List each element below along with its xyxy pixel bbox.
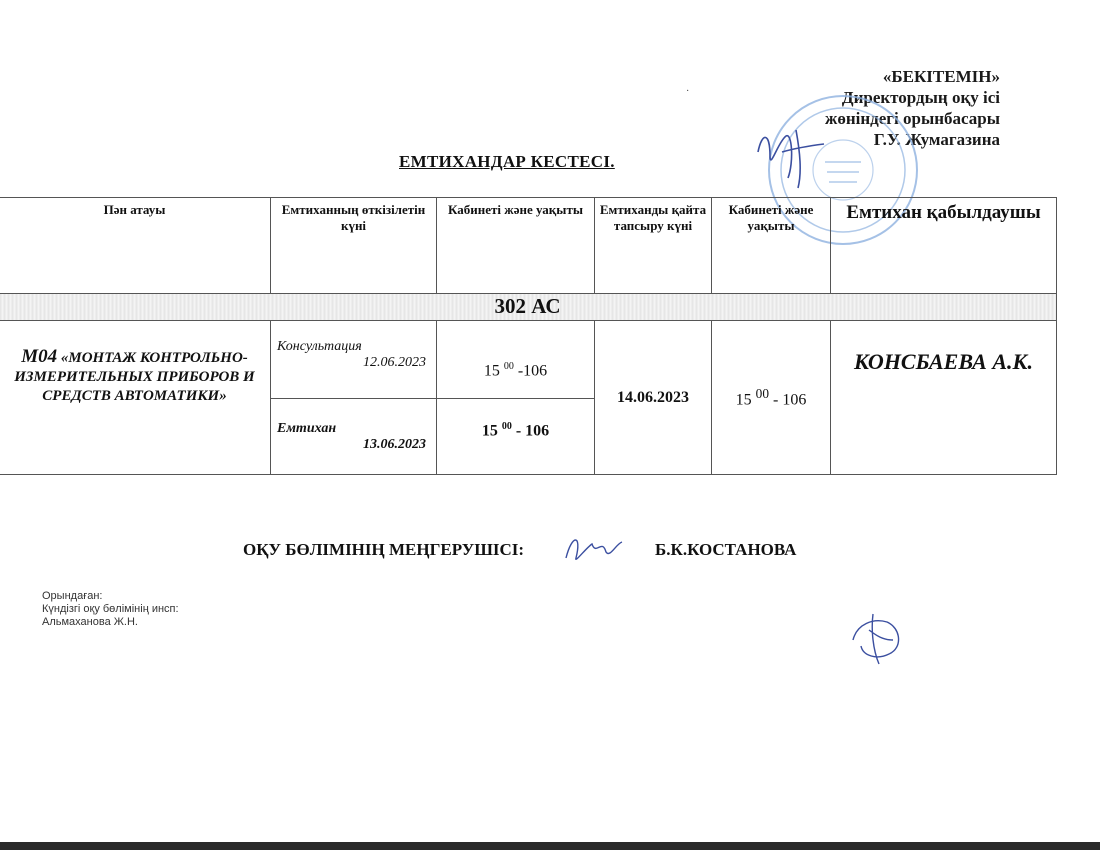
prepared-by-note <box>42 590 179 629</box>
subject-name: «МОНТАЖ КОНТРОЛЬНО-ИЗМЕРИТЕЛЬНЫХ ПРИБОРОВ И СРЕДСТВ АВТОМАТИКИ» <box>14 350 255 404</box>
page-title: ЕМТИХАНДАР КЕСТЕСІ. <box>399 152 615 171</box>
head-signature-icon <box>562 528 626 568</box>
approval-position-line2: жөніндегі орынбасары <box>825 109 1000 128</box>
consultation-date: 12.06.2023 <box>363 355 426 370</box>
approval-position-line1: Директордың оқу ісі <box>841 88 1000 107</box>
director-signature-icon <box>752 122 832 192</box>
exam-hour: 15 <box>481 422 498 440</box>
prepared-by-name: Альмаханова Ж.Н. <box>42 616 138 628</box>
header-examiner: Емтихан қабылдаушы <box>831 198 1057 294</box>
retake-hour: 15 <box>735 391 752 409</box>
approval-title: «БЕКІТЕМІН» <box>882 67 1000 86</box>
consultation-minute: 00 <box>503 361 514 372</box>
exam-cell <box>271 399 437 475</box>
head-of-department-name: Б.К.КОСТАНОВА <box>655 540 797 559</box>
subject-code: М04 <box>21 346 58 367</box>
approval-name: Г.У. Жумагазина <box>873 130 1000 149</box>
examiner-cell: КОНСБАЕВА А.К. <box>831 321 1057 475</box>
consultation-hour: 15 <box>483 362 500 380</box>
scan-speck: · <box>686 86 690 97</box>
exam-date: 13.06.2023 <box>363 437 426 452</box>
subject-cell <box>0 321 271 475</box>
header-retake-date: Емтиханды қайта тапсыру күні <box>595 198 712 294</box>
exam-minute: 00 <box>501 421 512 432</box>
consultation-room-cell <box>437 321 595 399</box>
header-row <box>0 198 1057 294</box>
retake-room: - 106 <box>773 391 807 409</box>
header-room-time-2: Кабинеті және уақыты <box>712 198 831 294</box>
exam-room: - 106 <box>515 422 550 440</box>
retake-minute: 00 <box>755 385 769 401</box>
prepared-by-position: Күндізгі оқу бөлімінің инсп: <box>42 603 179 615</box>
inspector-signature-icon <box>843 610 909 666</box>
exam-room-cell <box>437 399 595 475</box>
exam-label: Емтихан <box>277 421 337 436</box>
retake-date-cell: 14.06.2023 <box>595 321 712 475</box>
consultation-room: -106 <box>517 362 548 380</box>
header-subject: Пән атауы <box>0 198 271 294</box>
consultation-cell <box>271 321 437 399</box>
prepared-by-label: Орындаған: <box>42 590 103 602</box>
table-row <box>0 321 1057 399</box>
header-exam-date: Емтиханның өткізілетін күні <box>271 198 437 294</box>
group-name: 302 АС <box>0 294 1057 321</box>
retake-room-cell <box>712 321 831 475</box>
header-room-time: Кабинеті және уақыты <box>437 198 595 294</box>
exam-schedule-table <box>0 197 1057 475</box>
scan-edge-bar <box>0 842 1100 850</box>
consultation-label: Консультация <box>277 339 362 354</box>
group-row <box>0 294 1057 321</box>
head-of-department-title: ОҚУ БӨЛІМІНІҢ МЕҢГЕРУШІСІ: <box>243 540 525 559</box>
